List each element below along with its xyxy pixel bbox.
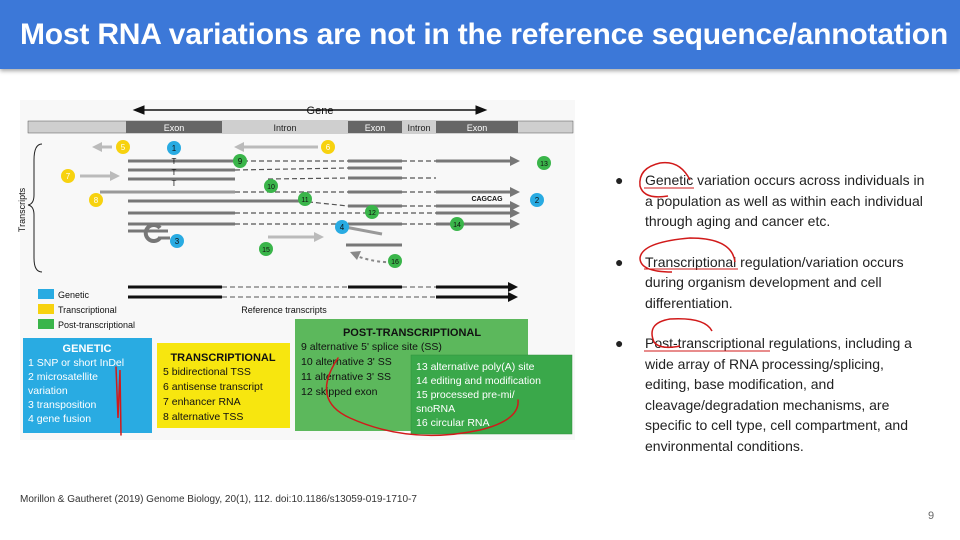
legend-transcriptional-swatch (38, 304, 54, 314)
bullet-list (612, 170, 932, 476)
variant-marker-label: 2 (534, 196, 540, 205)
bullet-text-genetic: Genetic variation occurs across individuals in a population as well as within each individual through aging and cancer etc. (645, 172, 925, 229)
variant-marker-15 (259, 242, 273, 256)
variant-marker-1 (167, 141, 181, 155)
genetic-heading: GENETIC (62, 343, 112, 355)
slide-title: Most RNA variations are not in the reference sequence/annotation (20, 18, 948, 51)
variant-marker-label: 3 (174, 237, 180, 246)
variant-marker-2 (530, 193, 544, 207)
post-right-item-4: 16 circular RNA (416, 417, 490, 429)
transcriptional-item-0: 5 bidirectional TSS (163, 366, 251, 378)
variant-marker-14 (450, 217, 464, 231)
variant-marker-label: 7 (65, 172, 71, 181)
variant-marker-4 (335, 220, 349, 234)
variant-marker-label: 4 (339, 223, 345, 232)
exon-3-label: Exon (466, 123, 488, 133)
variant-marker-16 (388, 254, 402, 268)
bullet-dot: ● (615, 335, 624, 351)
genetic-item-2: variation (28, 385, 68, 397)
bullet-post-transcriptional (612, 333, 932, 456)
variant-marker-8 (89, 193, 103, 207)
reference-transcripts-label: Reference transcripts (241, 305, 327, 315)
post-transcriptional-heading: POST-TRANSCRIPTIONAL (342, 327, 482, 339)
post-right-item-1: 14 editing and modification (416, 375, 541, 387)
svg-text:T: T (171, 157, 177, 166)
intron-2-label: Intron (407, 123, 431, 133)
variant-marker-label: 16 (391, 259, 399, 266)
legend-genetic-swatch (38, 289, 54, 299)
legend-transcriptional-label: Transcriptional (58, 305, 117, 315)
transcriptional-item-3: 8 alternative TSS (163, 411, 244, 423)
variant-marker-label: 8 (93, 196, 99, 205)
svg-text:T: T (171, 179, 177, 188)
variant-marker-5 (116, 140, 130, 154)
transcripts-label: Transcripts (17, 187, 27, 233)
post-left-item-0: 9 alternative 5' splice site (SS) (301, 341, 442, 353)
variant-marker-label: 6 (325, 143, 331, 152)
variant-marker-12 (365, 205, 379, 219)
snp-marks (172, 157, 177, 188)
page-number: 9 (928, 510, 935, 522)
variant-marker-label: 11 (301, 197, 309, 204)
rna-variation-figure (17, 100, 575, 440)
variant-marker-3 (170, 234, 184, 248)
legend-post-label: Post-transcriptional (58, 320, 136, 330)
bullet-text-transcriptional: Transcriptional regulation/variation occurs during organism development and cell differentiation. (645, 253, 904, 311)
variant-marker-13 (537, 156, 551, 170)
post-left-item-2: 11 alternative 3' SS (301, 371, 391, 383)
variant-marker-9 (233, 154, 247, 168)
exon-2-label: Exon (364, 123, 386, 133)
svg-text:T: T (171, 168, 177, 177)
motif-label: CAGCAG (471, 196, 503, 203)
variant-marker-label: 1 (171, 144, 177, 153)
post-left-item-1: 10 alternative 3' SS (301, 356, 392, 368)
variant-marker-label: 14 (453, 222, 461, 229)
genetic-item-3: 3 transposition (28, 399, 97, 411)
variant-marker-7 (61, 169, 75, 183)
genetic-item-1: 2 microsatellite (28, 371, 99, 383)
variant-marker-label: 12 (368, 210, 376, 217)
legend-genetic-label: Genetic (58, 290, 90, 300)
exon-1-label: Exon (163, 123, 185, 133)
legend-post-swatch (38, 319, 54, 329)
variant-marker-label: 15 (262, 247, 270, 254)
variant-marker-6 (321, 140, 335, 154)
variant-marker-label: 9 (237, 157, 243, 166)
variant-marker-10 (264, 179, 278, 193)
transcriptional-item-2: 7 enhancer RNA (163, 396, 241, 408)
variant-marker-label: 10 (267, 184, 275, 191)
variant-marker-label: 13 (540, 161, 548, 168)
post-right-item-2: 15 processed pre-mi/ (416, 389, 515, 401)
post-right-item-0: 13 alternative poly(A) site (416, 361, 535, 373)
post-right-item-3: snoRNA (416, 403, 456, 415)
post-left-item-3: 12 skipped exon (301, 386, 378, 398)
genetic-item-0: 1 SNP or short InDel (28, 357, 125, 369)
intron-1-label: Intron (273, 123, 297, 133)
transcriptional-heading: TRANSCRIPTIONAL (170, 352, 276, 364)
bullet-text-post-transcriptional: Post-transcriptional regulations, including a wide array of RNA processing/splicing, editing, base modification, and cleavage/degradation mechanisms, are specific to cell type, cell compartment, and environmental conditions. (645, 335, 912, 454)
bullet-dot: ● (615, 172, 624, 188)
transcriptional-item-1: 6 antisense transcript (163, 381, 263, 393)
citation: Morillon & Gautheret (2019) Genome Biology, 20(1), 112. doi:10.1186/s13059-019-1710-7 (20, 494, 417, 505)
gene-label: Gene (306, 105, 334, 117)
variant-marker-11 (298, 192, 312, 206)
variant-marker-label: 5 (120, 143, 126, 152)
bullet-transcriptional (612, 252, 932, 314)
bullet-genetic (612, 170, 932, 232)
genetic-item-4: 4 gene fusion (28, 413, 92, 425)
bullet-dot: ● (615, 253, 624, 270)
title-bar (0, 0, 960, 69)
